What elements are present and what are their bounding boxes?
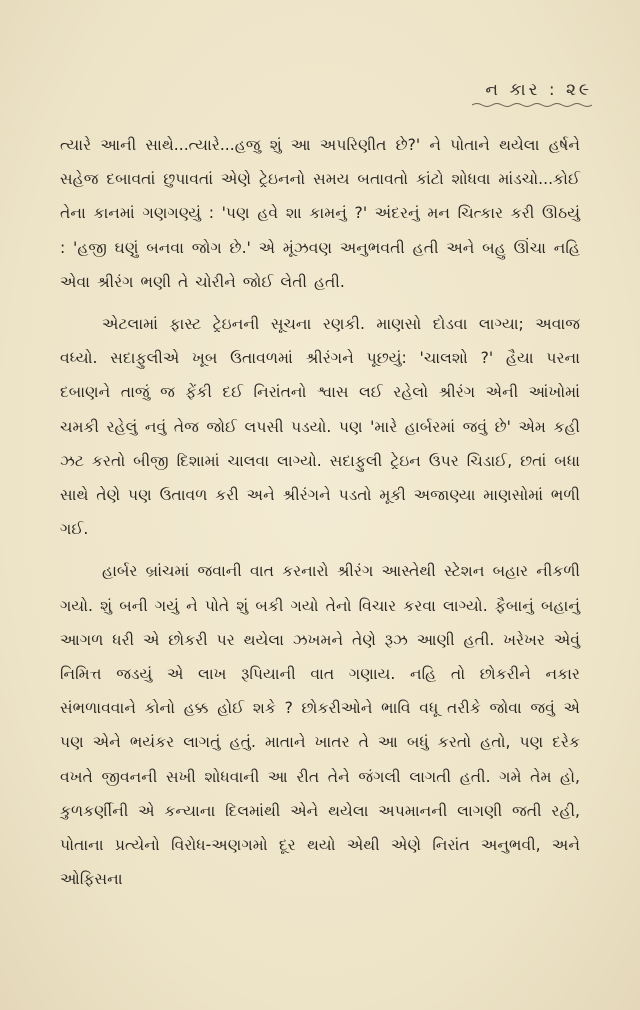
paragraph-1: ત્યારે આની સાથે...ત્યારે...હજુ શું આ અપરિણીત છે?' ને પોતાને થયેલા હર્ષને સહેજ દબાવતાં છુપાવતાં એણે ટ્રેઇનનો સમય બતાવતો કાંટો શોધવા માંડચો...કોઈ તેના કાનમાં ગણગણ્યું : 'પણ હવે શા કામનું ?' અંદરનું મન ચિત્કાર કરી ઊઠયું : 'હજી ઘણું બનવા જોગ છે.' એ મૂંઝવણ અનુભવતી હતી અને બહુ ઊંચા નહિ એવા શ્રીરંગ ભણી તે ચોરીને જોઈ લેતી હતી. [60, 136, 580, 291]
paragraph-3: હાર્બર બ્રાંચમાં જવાની વાત કરનારો શ્રીરંગ આસ્તેથી સ્ટેશન બહાર નીકળી ગયો. શું બની ગયું ને પોતે શું બકી ગયો તેનો વિચાર કરવા લાગ્યો. ફૈબાનું બહાનું આગળ ધરી એ છોકરી પર થયેલા ઝખમને તેણે રૂઝ આણી હતી. ખરેખર એવું નિમિત્ત જડયું એ લાખ રૂપિયાની વાત ગણાય. નહિ તો છોકરીને નકાર સંભળાવવાને કોનો હક્ક હોઈ શકે ? છોકરીઓને ભાવિ વધૂ તરીકે જોવા જવું એ પણ એને ભયંકર લાગતું હતું. માતાને ખાતર તે આ બધું કરતો હતો, પણ દરેક વખતે જીવનની સખી શોધવાની આ રીત તેને જંગલી લાગતી હતી. ગમે તેમ હો, કુળકર્ણીની એ કન્યાના દિલમાંથી એને થયેલા અપમાનની લાગણી જતી રહી, પોતાના પ્રત્યેનો વિરોધ-અણગમો દૂર થયો એથી એણે નિરાંત અનુભવી, અને ઓફિસના [60, 562, 580, 889]
running-header: ન કાર : ૨૯ [485, 80, 592, 100]
body-text [60, 128, 580, 896]
header-ornament-rule [472, 102, 592, 108]
paragraph-2: એટલામાં ફાસ્ટ ટ્રેઇનની સૂચના રણકી. માણસો દોડવા લાગ્યા; અવાજ વધ્યો. સદાફુલીએ ખૂબ ઉતાવળમાં શ્રીરંગને પૂછયું: 'ચાલશો ?' હૈયા પરના દબાણને તાજું જ ફેંકી દઈ નિરાંતનો શ્વાસ લઈ રહેલો શ્રીરંગ એની આંખોમાં ચમકી રહેલું નવું તેજ જોઈ લપસી પડયો. પણ 'મારે હાર્બરમાં જવું છે' એમ કહી ઝટ કરતો બીજી દિશામાં ચાલવા લાગ્યો. સદાફુલી ટ્રેઇન ઉપર ચિડાઈ, છતાં બધા સાથે તેણે પણ ઉતાવળ કરી અને શ્રીરંગને પડતો મૂકી અજાણ્યા માણસોમાં ભળી ગઈ. [60, 315, 580, 539]
